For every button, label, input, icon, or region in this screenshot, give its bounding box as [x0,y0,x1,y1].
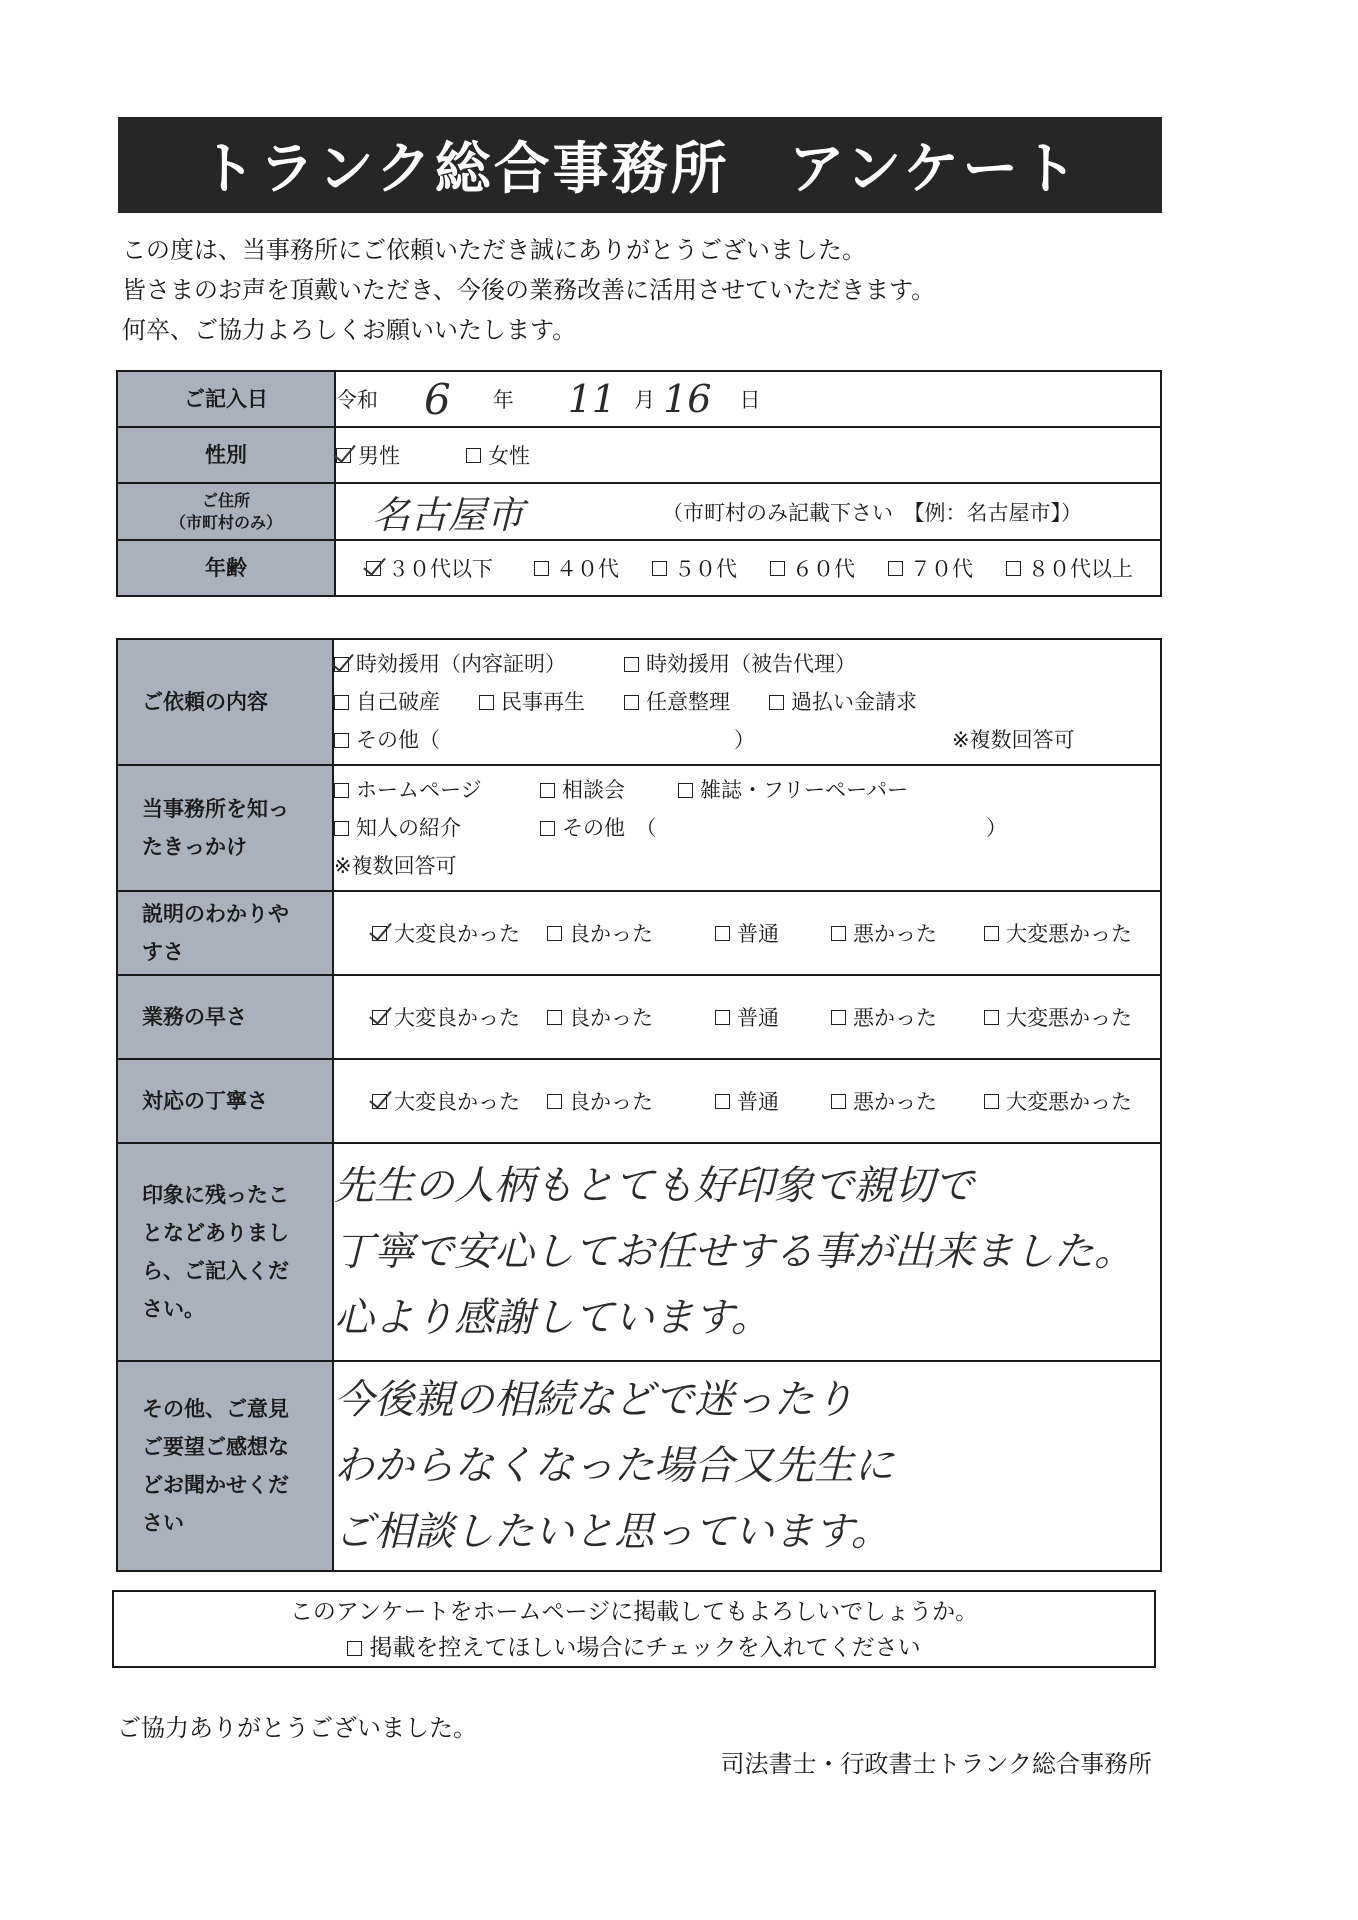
comment-line: 丁寧で安心してお任せする事が出来ました。 [334,1229,1134,1275]
rating-option[interactable] [984,918,1132,948]
checkbox-icon[interactable] [372,1010,387,1025]
date-field[interactable] [335,371,1161,427]
source-option-referral[interactable] [334,809,540,847]
footer-thanks: ご協力ありがとうございました。 [117,1714,477,1742]
respondent-info-table [116,370,1162,597]
rating-option[interactable] [831,918,984,948]
impression-label: 印象に残ったことなどありましら、ご記入ください。 [117,1143,333,1361]
gender-option-female[interactable] [466,440,530,470]
option-label: 時効援用（被告代理） [646,652,856,676]
gender-option-male[interactable] [336,440,466,470]
request-option-other[interactable] [334,721,734,759]
checkbox-icon[interactable] [984,926,999,941]
request-option-4[interactable] [479,683,624,721]
option-label: 普通 [737,1090,779,1114]
month-value[interactable]: 11 [567,377,617,421]
rating-option[interactable] [547,1002,715,1032]
speed-label: 業務の早さ [117,975,333,1059]
checkbox-icon[interactable] [540,821,555,836]
rating-option[interactable] [984,1002,1132,1032]
age-field [335,540,1161,596]
age-option[interactable] [652,553,770,583]
option-label: その他 （ [562,816,657,840]
option-label: その他（ [356,728,440,752]
checkbox-icon[interactable] [1006,561,1021,576]
option-label: 雑誌・フリーペーパー [700,778,909,802]
address-label [117,483,335,540]
request-option-5[interactable] [624,683,769,721]
option-label: 良かった [569,1090,653,1114]
checkbox-icon[interactable] [831,1010,846,1025]
option-label: 普通 [737,922,779,946]
age-option[interactable] [366,553,534,583]
option-label: ８０代以上 [1028,557,1133,581]
checkbox-icon[interactable] [831,926,846,941]
option-label: 大変良かった [394,1090,520,1114]
rating-option[interactable] [547,1086,715,1116]
option-label: 女性 [488,444,530,468]
option-label: 大変悪かった [1006,922,1132,946]
gender-field [335,427,1161,483]
source-note: ※複数回答可 [334,854,457,878]
checkbox-icon[interactable] [479,695,494,710]
option-label: 男性 [358,444,400,468]
checkbox-icon[interactable] [715,926,730,941]
opinion-label: その他、ご意見ご要望ご感想などお聞かせください [117,1361,333,1571]
checkbox-icon[interactable] [336,448,351,463]
source-option-homepage[interactable] [334,771,540,809]
option-label: 任意整理 [646,690,730,714]
option-label: 知人の紹介 [356,816,461,840]
option-label: 良かった [569,922,653,946]
request-option-3[interactable] [334,683,479,721]
source-label: 当事務所を知ったきっかけ [117,765,333,891]
age-option[interactable] [1006,553,1133,583]
clarity-field [333,891,1161,975]
source-option-magazine[interactable] [678,771,908,809]
consent-option[interactable] [114,1630,1154,1666]
address-label-line1: ご住所 [201,490,250,510]
address-note: （市町村のみ記載下さい 【例：名古屋市】） [662,500,1082,525]
rating-option[interactable] [372,918,547,948]
checkbox-icon[interactable] [769,695,784,710]
option-label: ６０代 [792,557,855,581]
day-unit: 日 [739,388,761,412]
opinion-comment[interactable] [333,1361,1161,1571]
source-other-close: ） [986,816,1007,840]
age-label: 年齢 [117,540,335,596]
rating-option[interactable] [372,1002,547,1032]
checkbox-icon[interactable] [984,1094,999,1109]
option-label: 大変悪かった [1006,1090,1132,1114]
consent-question: このアンケートをホームページに掲載してもよろしいでしょうか。 [289,1599,979,1625]
survey-table [116,638,1162,1572]
option-label: 自己破産 [356,690,440,714]
source-option-other[interactable] [540,809,986,847]
address-field[interactable] [335,483,1161,540]
option-label: 相談会 [562,778,625,802]
option-label: 時効援用（内容証明） [356,652,566,676]
source-field [333,765,1161,891]
request-other-close: ） [734,728,755,752]
era-label: 令和 [336,388,378,412]
option-label: 民事再生 [501,690,585,714]
checkbox-icon[interactable] [372,926,387,941]
checkbox-icon[interactable] [624,657,639,672]
rating-option[interactable] [715,1086,831,1116]
checkbox-icon[interactable] [652,561,667,576]
survey-title: トランク総合事務所 アンケート [118,117,1162,213]
rating-option[interactable] [372,1086,547,1116]
checkbox-icon[interactable] [466,448,481,463]
request-field [333,639,1161,765]
option-label: ７０代 [910,557,973,581]
checkbox-icon[interactable] [366,561,381,576]
option-label: 良かった [569,1006,653,1030]
checkbox-icon[interactable] [715,1094,730,1109]
option-label: 大変良かった [394,922,520,946]
footer-office: 司法書士・行政書士トランク総合事務所 [720,1750,1152,1778]
age-option[interactable] [888,553,1006,583]
comment-line: わからなくなった場合又先生に [334,1443,894,1489]
intro-line-2: 皆さまのお声を頂戴いただき、今後の業務改善に活用させていただきます。 [122,276,936,304]
source-option-seminar[interactable] [540,771,678,809]
checkbox-icon[interactable] [888,561,903,576]
year-value[interactable]: 6 [424,374,451,424]
courtesy-field [333,1059,1161,1143]
checkbox-icon[interactable] [334,657,349,672]
request-option-1[interactable] [334,645,624,683]
checkbox-icon[interactable] [334,733,349,748]
checkbox-icon[interactable] [334,695,349,710]
checkbox-icon[interactable] [547,926,562,941]
checkbox-icon[interactable] [547,1010,562,1025]
rating-option[interactable] [715,918,831,948]
option-label: ホームページ [356,778,482,802]
checkbox-icon[interactable] [372,1094,387,1109]
rating-option[interactable] [831,1086,984,1116]
checkbox-icon[interactable] [678,783,693,798]
option-label: 悪かった [853,922,937,946]
checkbox-icon[interactable] [540,783,555,798]
age-option[interactable] [534,553,652,583]
comment-line: 心より感謝しています。 [334,1295,771,1341]
checkbox-icon[interactable] [534,561,549,576]
comment-line: 今後親の相続などで迷ったり [334,1377,854,1423]
option-label: 大変良かった [394,1006,520,1030]
rating-option[interactable] [984,1086,1132,1116]
comment-line: ご相談したいと思っています。 [334,1509,891,1555]
day-value[interactable]: 16 [663,377,712,421]
consent-checkbox-label: 掲載を控えてほしい場合にチェックを入れてください [369,1635,921,1661]
option-label: 過払い金請求 [791,690,917,714]
option-label: ３０代以下 [388,557,493,581]
rating-option[interactable] [831,1002,984,1032]
rating-option[interactable] [547,918,715,948]
courtesy-label: 対応の丁寧さ [117,1059,333,1143]
comment-line: 先生の人柄もとても好印象で親切で [334,1163,974,1209]
checkbox-icon[interactable] [624,695,639,710]
option-label: ４０代 [556,557,619,581]
checkbox-icon[interactable] [831,1094,846,1109]
option-label: ５０代 [674,557,737,581]
consent-box [112,1590,1156,1668]
checkbox-icon[interactable] [715,1010,730,1025]
checkbox-icon[interactable] [770,561,785,576]
intro-line-3: 何卒、ご協力よろしくお願いいたします。 [122,316,577,344]
option-label: 大変悪かった [1006,1006,1132,1030]
checkbox-icon[interactable] [347,1641,362,1656]
checkbox-icon[interactable] [547,1094,562,1109]
request-option-2[interactable] [624,645,856,683]
address-value[interactable]: 名古屋市 [372,493,525,537]
checkbox-icon[interactable] [984,1010,999,1025]
checkbox-icon[interactable] [334,783,349,798]
impression-comment[interactable] [333,1143,1161,1361]
request-option-6[interactable] [769,683,917,721]
address-label-line2: （市町村のみ） [169,512,282,532]
gender-label: 性別 [117,427,335,483]
checkbox-icon[interactable] [334,821,349,836]
request-label: ご依頼の内容 [117,639,333,765]
month-unit: 月 [634,388,656,412]
year-unit: 年 [492,388,514,412]
speed-field [333,975,1161,1059]
rating-option[interactable] [715,1002,831,1032]
option-label: 悪かった [853,1090,937,1114]
option-label: 普通 [737,1006,779,1030]
intro-line-1: この度は、当事務所にご依頼いただき誠にありがとうございました。 [122,236,866,264]
request-note: ※複数回答可 [952,728,1075,752]
date-label: ご記入日 [117,371,335,427]
age-option[interactable] [770,553,888,583]
clarity-label: 説明のわかりやすさ [117,891,333,975]
option-label: 悪かった [853,1006,937,1030]
